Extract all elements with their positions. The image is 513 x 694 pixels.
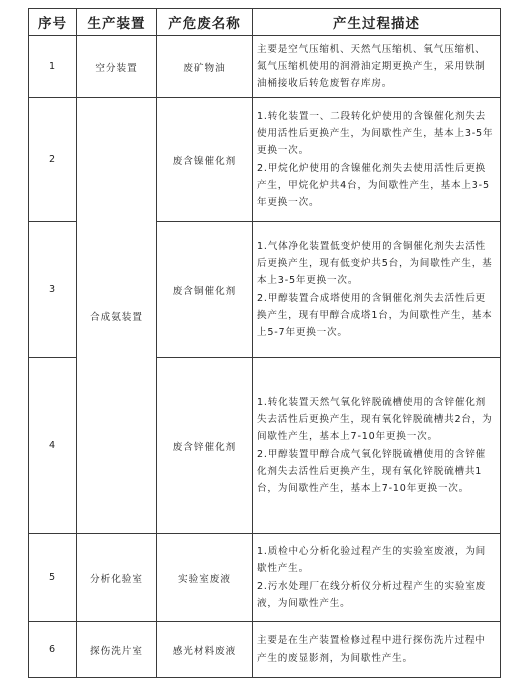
process-description [253,222,501,358]
description-paragraph: 2.甲烷化炉使用的含镍催化剂失去使用活性后更换产生，甲烷化炉共4台，为间歇性产生，基本上3-5年更换一次。 [257,162,490,208]
process-description [253,98,501,222]
description-paragraph: 1.质检中心分析化验过程产生的实验室废液，为间歇性产生。 [257,546,487,575]
row-number: 2 [29,98,77,222]
description-paragraph: 主要是空气压缩机、天然气压缩机、氧气压缩机、氮气压缩机使用的润滑油定期更换产生，采用铁制油桶接收后转危废暂存库房。 [257,43,486,90]
description-paragraph: 主要是在生产装置检修过程中进行探伤洗片过程中产生的废显影剂，为间歇性产生。 [257,635,486,664]
waste-name: 废含镍催化剂 [157,98,253,222]
table-row [29,36,501,98]
device-name: 探伤洗片室 [77,622,157,678]
description-paragraph: 1.气体净化装置低变炉使用的含铜催化剂失去活性后更换产生，现有低变炉共5台，为间歇性产生，基本上3-5年更换一次。 [257,240,493,287]
device-name: 空分装置 [77,36,157,98]
table-row [29,534,501,622]
device-name: 分析化验室 [77,534,157,622]
description-paragraph: 2.甲醇装置合成塔使用的含铜催化剂失去活性后更换产生，现有甲醇合成塔1台，为间歇性产生，基本上5-7年更换一次。 [257,292,493,338]
waste-name: 废含锌催化剂 [157,358,253,534]
table-row [29,622,501,678]
description-paragraph: 2.甲醇装置甲醇合成气氧化锌脱硫槽使用的含锌催化剂失去活性后更换产生，现有氧化锌脱硫槽共1台，为间歇性产生，基本上7-10年更换一次。 [257,448,487,494]
header-process-description: 产生过程描述 [253,9,501,36]
description-paragraph: 2.污水处理厂在线分析仪分析过程产生的实验室废液，为间歇性产生。 [257,580,487,609]
row-number: 3 [29,222,77,358]
table-row [29,98,501,222]
waste-name: 实验室废液 [157,534,253,622]
row-number: 1 [29,36,77,98]
header-device: 生产装置 [77,9,157,36]
description-paragraph: 1.转化装置一、二段转化炉使用的含镍催化剂失去使用活性后更换产生，为间歇性产生，基本上3-5年更换一次。 [257,110,494,157]
table-header-row [29,9,501,36]
description-paragraph: 1.转化装置天然气氧化锌脱硫槽使用的含锌催化剂失去活性后更换产生，现有氧化锌脱硫槽共2台，为间歇性产生，基本上7-10年更换一次。 [257,396,493,443]
process-description [253,358,501,534]
waste-name: 感光材料废液 [157,622,253,678]
row-number: 6 [29,622,77,678]
waste-name: 废含铜催化剂 [157,222,253,358]
process-description [253,534,501,622]
row-number: 5 [29,534,77,622]
process-description [253,622,501,678]
hazardous-waste-table [28,8,501,678]
process-description [253,36,501,98]
device-name: 合成氨装置 [77,98,157,534]
waste-name: 废矿物油 [157,36,253,98]
row-number: 4 [29,358,77,534]
header-num: 序号 [29,9,77,36]
header-waste-name: 产危废名称 [157,9,253,36]
